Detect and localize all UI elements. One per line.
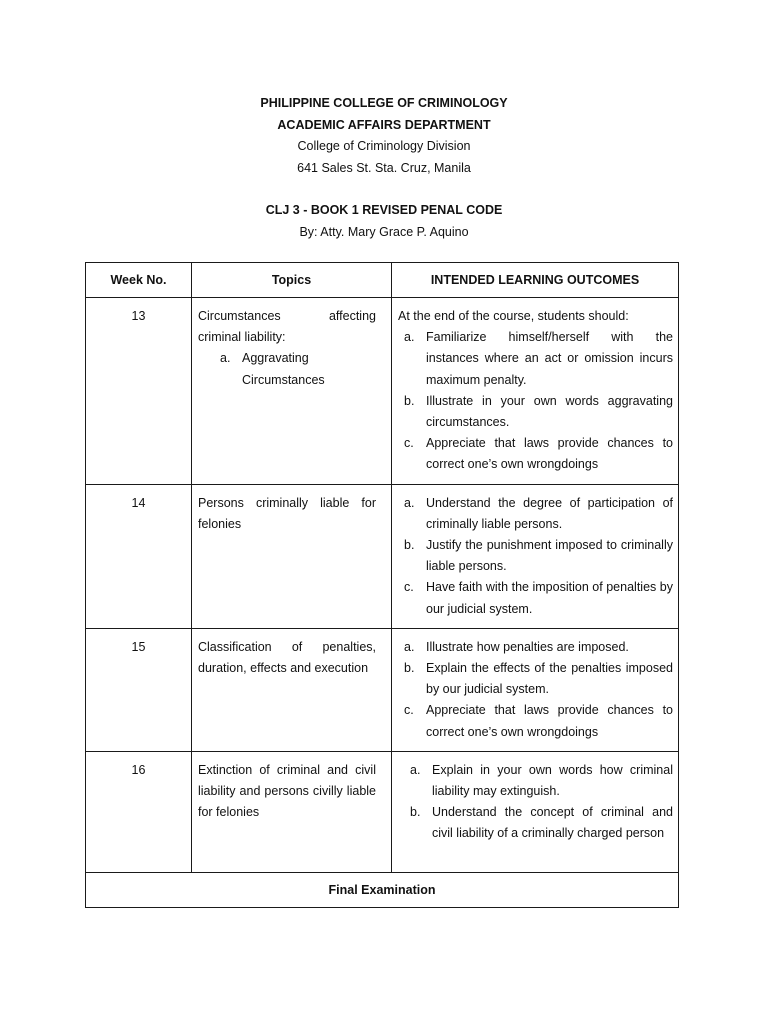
topic-cell	[192, 628, 392, 751]
outcome-item	[398, 391, 673, 433]
column-header-outcomes: INTENDED LEARNING OUTCOMES	[392, 263, 679, 298]
outcome-marker: b.	[404, 538, 415, 553]
syllabus-table	[85, 262, 679, 908]
outcomes-cell	[392, 751, 679, 872]
outcome-item	[398, 433, 673, 475]
outcome-marker: c.	[404, 580, 414, 595]
topic-cell	[192, 298, 392, 485]
outcome-marker: a.	[404, 639, 415, 654]
week-number: 15	[86, 628, 192, 751]
outcome-text: Familiarize himself/herself with the instances where an act or omission incurs maximum penalty.	[426, 330, 673, 387]
outcome-item	[398, 802, 673, 844]
topic-subitem-marker: a.	[220, 351, 231, 366]
topic-cell	[192, 751, 392, 872]
outcome-text: Illustrate in your own words aggravating circumstances.	[426, 393, 673, 430]
course-title: CLJ 3 - BOOK 1 REVISED PENAL CODE	[265, 203, 503, 217]
outcome-marker: a.	[410, 762, 421, 777]
outcome-marker: b.	[410, 805, 421, 820]
topic-text: Circumstances affecting criminal liability:	[198, 309, 376, 345]
outcome-text: Explain the effects of the penalties imposed by our judicial system.	[426, 661, 673, 697]
outcome-item	[398, 637, 673, 658]
outcomes-intro: At the end of the course, students should:	[398, 309, 629, 323]
outcome-item	[398, 535, 673, 577]
final-exam-label: Final Examination	[86, 872, 679, 907]
week-number: 14	[86, 484, 192, 628]
department-name: ACADEMIC AFFAIRS DEPARTMENT	[277, 117, 491, 132]
table-row	[86, 484, 679, 628]
outcome-marker: c.	[404, 436, 414, 451]
outcome-text: Understand the concept of criminal and civil liability of a criminally charged person	[432, 805, 673, 841]
outcome-item	[398, 760, 673, 802]
outcome-item	[398, 577, 673, 619]
outcome-marker: a.	[404, 495, 415, 510]
topic-cell	[192, 484, 392, 628]
outcomes-cell	[392, 628, 679, 751]
table-row	[86, 298, 679, 485]
outcome-marker: b.	[404, 393, 415, 408]
topic-text: Persons criminally liable for felonies	[198, 495, 376, 531]
topic-text: Extinction of criminal and civil liability and persons civilly liable for felonies	[198, 762, 376, 820]
column-header-topics: Topics	[192, 263, 392, 298]
outcome-text: Have faith with the imposition of penalties by our judicial system.	[426, 580, 673, 616]
topic-text: Classification of penalties, duration, effects and execution	[198, 639, 376, 676]
topic-subitem-text: Aggravating Circumstances	[242, 351, 325, 387]
outcome-marker: c.	[404, 703, 414, 718]
outcome-text: Justify the punishment imposed to criminally liable persons.	[426, 538, 673, 574]
document-header	[0, 93, 768, 243]
institution-name: PHILIPPINE COLLEGE OF CRIMINOLOGY	[260, 96, 508, 110]
topic-subitem	[198, 348, 376, 390]
week-number: 13	[86, 298, 192, 485]
outcome-text: Appreciate that laws provide chances to correct one’s own wrongdoings	[426, 436, 673, 472]
address: 641 Sales St. Sta. Cruz, Manila	[297, 160, 471, 175]
table-row	[86, 751, 679, 872]
week-number: 16	[86, 751, 192, 872]
outcome-item	[398, 493, 673, 535]
outcome-marker: a.	[404, 330, 415, 345]
table-header-row	[86, 263, 679, 298]
outcome-item	[398, 658, 673, 700]
division-name: College of Criminology Division	[297, 139, 471, 153]
final-exam-row	[86, 872, 679, 907]
outcome-text: Illustrate how penalties are imposed.	[426, 639, 629, 654]
outcome-item	[398, 327, 673, 391]
table-row	[86, 628, 679, 751]
author-line: By: Atty. Mary Grace P. Aquino	[299, 224, 469, 239]
outcomes-cell	[392, 484, 679, 628]
outcome-text: Appreciate that laws provide chances to correct one’s own wrongdoings	[426, 703, 673, 739]
outcome-item	[398, 700, 673, 742]
outcome-text: Explain in your own words how criminal liability may extinguish.	[432, 762, 673, 799]
outcome-marker: b.	[404, 661, 415, 676]
column-header-week: Week No.	[86, 263, 192, 298]
outcome-text: Understand the degree of participation of criminally liable persons.	[426, 495, 673, 531]
outcomes-cell	[392, 298, 679, 485]
